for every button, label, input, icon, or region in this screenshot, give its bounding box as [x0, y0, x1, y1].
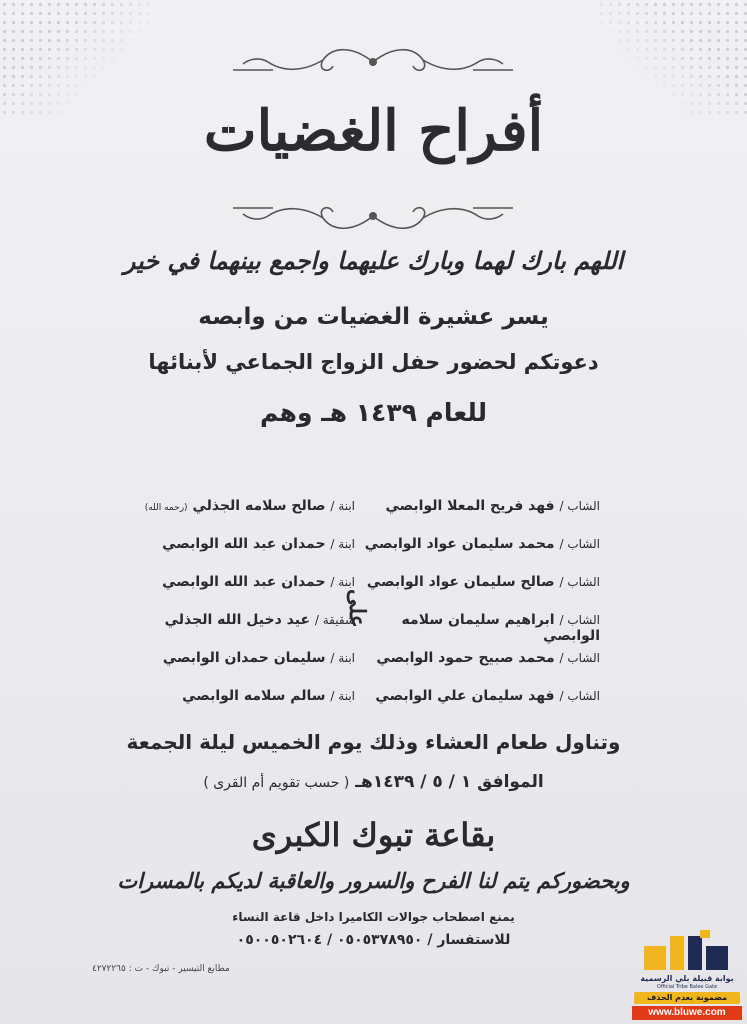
groom: الشاب / محمد سليمان عواد الوابصي — [364, 536, 600, 552]
couple-row — [40, 574, 600, 612]
blessing-text: اللهم بارك لهما وبارك عليهما واجمع بينهما في خير — [123, 246, 624, 275]
couple-row — [40, 688, 600, 726]
groom: الشاب / ابراهيم سليمان سلامه الوابصي — [401, 612, 600, 644]
couple-row — [40, 498, 600, 536]
camera-note: يمنع اصطحاب جوالات الكاميرا داخل قاعة النساء — [232, 910, 515, 924]
intro-line-2: دعوتكم لحضور حفل الزواج الجماعي لأبنائها — [148, 350, 599, 374]
intro-line-1: يسر عشيرة الغضيات من وابصه — [198, 304, 549, 330]
dinner-line: وتناول طعام العشاء وذلك يوم الخميس ليلة الجمعة — [126, 730, 621, 754]
date-note: ( حسب تقويم أم القرى ) — [203, 775, 350, 791]
note: (رحمه الله) — [144, 503, 188, 513]
logo-mark-icon — [640, 930, 735, 974]
groom: الشاب / فهد سليمان علي الوابصي — [375, 688, 600, 704]
bride: ابنة / حمدان عبد الله الوابصي — [162, 574, 355, 590]
logo-url[interactable]: www.bluwe.com — [632, 1006, 742, 1020]
couples-list — [40, 498, 600, 726]
page-title: أفراح الغضيات — [203, 98, 544, 164]
date-line: الموافق ١ / ٥ / ١٤٣٩هـ ( حسب تقويم أم القرى ) — [203, 772, 544, 792]
groom: الشاب / محمد صبيح حمود الوابصي — [376, 650, 600, 666]
bride: ابنة / سالم سلامه الوابصي — [182, 688, 355, 704]
couple-row — [40, 650, 600, 688]
intro-year: للعام ١٤٣٩ هـ وهم — [260, 398, 487, 427]
bottom-ornament-icon — [213, 196, 533, 236]
site-logo — [632, 930, 742, 1020]
printer-credit: مطابع التيسير - تبوك - ت : ٤٢٧٢٢٦٥ — [92, 964, 230, 974]
top-ornament-icon — [213, 42, 533, 82]
logo-name: بوابة قبيلة بلي الرسمية — [640, 974, 734, 983]
logo-badge: مضمونة بعدم الحذف — [634, 992, 740, 1004]
bride: ابنة / حمدان عبد الله الوابصي — [162, 536, 355, 552]
couple-row — [40, 612, 600, 650]
logo-subtitle: Official Tribe Balee Gate — [656, 984, 718, 990]
bride: ابنة / سليمان حمدان الوابصي — [162, 650, 355, 666]
contact-line: للاستفسار / ٠٥٠٥٣٧٨٩٥٠ / ٠٥٠٠٥٠٢٦٠٤ — [236, 932, 511, 948]
closing-line: وبحضوركم يتم لنا الفرح والسرور والعاقبة لديكم بالمسرات — [117, 868, 630, 893]
bride: شقيقة / عيد دخيل الله الجذلي — [164, 612, 355, 628]
groom: الشاب / فهد فريح المعلا الوابصي — [385, 498, 600, 514]
couple-row — [40, 536, 600, 574]
center-word: على — [344, 588, 370, 628]
venue: بقاعة تبوك الكبرى — [251, 816, 496, 854]
groom: الشاب / صالح سليمان عواد الوابصي — [366, 574, 600, 590]
bride: ابنة / صالح سلامه الجذلي (رحمه الله) — [144, 498, 355, 514]
